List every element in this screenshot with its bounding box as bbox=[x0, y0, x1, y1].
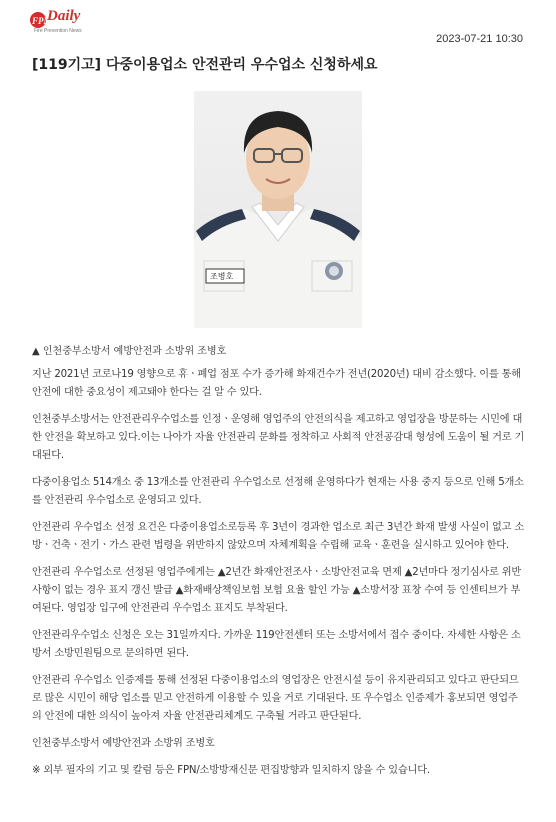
logo-fpn-text: FPN bbox=[32, 16, 50, 26]
site-logo[interactable] bbox=[30, 8, 100, 32]
disclaimer-note: ※ 외부 필자의 기고 및 칼럼 등은 FPN/소방방재신문 편집방향과 일치하지 않을 수 있습니다. bbox=[32, 765, 430, 776]
author-photo bbox=[194, 91, 362, 328]
photo-caption: ▲ 인천중부소방서 예방안전과 소방위 조병호 bbox=[32, 346, 227, 357]
article-body bbox=[32, 366, 526, 789]
logo-daily-text: Daily bbox=[47, 8, 81, 24]
logo-subtitle: Fire Prevention News bbox=[34, 28, 82, 34]
article-paragraph: 안전관리우수업소 신청은 오는 31일까지다. 가까운 119안전센터 또는 소방서에서 접수 중이다. 자세한 사항은 소방서 소방민원팀으로 문의하면 된다. bbox=[32, 630, 521, 659]
article-paragraph: 다중이용업소 514개소 중 13개소를 안전관리 우수업소로 선정해 운영하다가 현재는 사용 중지 등으로 인해 5개소를 안전관리 우수업소로 운영되고 있다. bbox=[32, 477, 524, 506]
photo-name-tag: 조병호 bbox=[210, 272, 234, 281]
article-paragraph: 안전관리 우수업소 선정 요건은 다중이용업소로등록 후 3년이 경과한 업소로 최근 3년간 화재 발생 사실이 없고 소방ㆍ건축ㆍ전기ㆍ가스 관련 법령을 위반하지 않았으며 자체계획을 수립해 교육ㆍ훈련을 실시하고 있어야 한다. bbox=[32, 522, 524, 551]
article-date: 2023-07-21 10:30 bbox=[436, 33, 523, 45]
article-paragraph: 인천중부소방서는 안전관리우수업소를 인정ㆍ운영해 영업주의 안전의식을 제고하고 영업장을 방문하는 시민에 대한 안전을 확보하고 있다.이는 나아가 자율 안전관리 문화를 정착하고 사회적 안전공감대 형성에 도움이 될 거로 기대된다. bbox=[32, 414, 525, 461]
article-title: [119기고] 다중이용업소 안전관리 우수업소 신청하세요 bbox=[32, 57, 378, 73]
site-header bbox=[0, 0, 556, 50]
article-paragraph: 안전관리 우수업소로 선정된 영업주에게는 ▲2년간 화재안전조사ㆍ소방안전교육 면제 ▲2년마다 정기심사로 위반사항이 없는 경우 표지 갱신 발급 ▲화재배상책임보험 보험 요율 할인 가능 ▲소방서장 표창 수여 등 인센티브가 부여된다. 영업장 입구에 안전관리 우수업소 표지도 부착된다. bbox=[32, 567, 522, 614]
article-paragraph: 안전관리 우수업소 인증제를 통해 선정된 다중이용업소의 영업장은 안전시설 등이 유지관리되고 있다고 판단되므로 많은 시민이 해당 업소를 믿고 안전하게 이용할 수 있을 거로 기대된다. 또 우수업소 인증제가 홍보되면 영업주의 안전에 대한 의식이 높아져 자율 안전관리체계도 구축될 거라고 판단된다. bbox=[32, 675, 519, 722]
author-signature: 인천중부소방서 예방안전과 소방위 조병호 bbox=[32, 738, 215, 749]
article-paragraph: 지난 2021년 코로나19 영향으로 휴ㆍ폐업 점포 수가 증가해 화재건수가 전년(2020년) 대비 감소했다. 이를 통해 안전에 대한 중요성이 제고돼야 한다는 걸 알 수 있다. bbox=[32, 369, 521, 398]
